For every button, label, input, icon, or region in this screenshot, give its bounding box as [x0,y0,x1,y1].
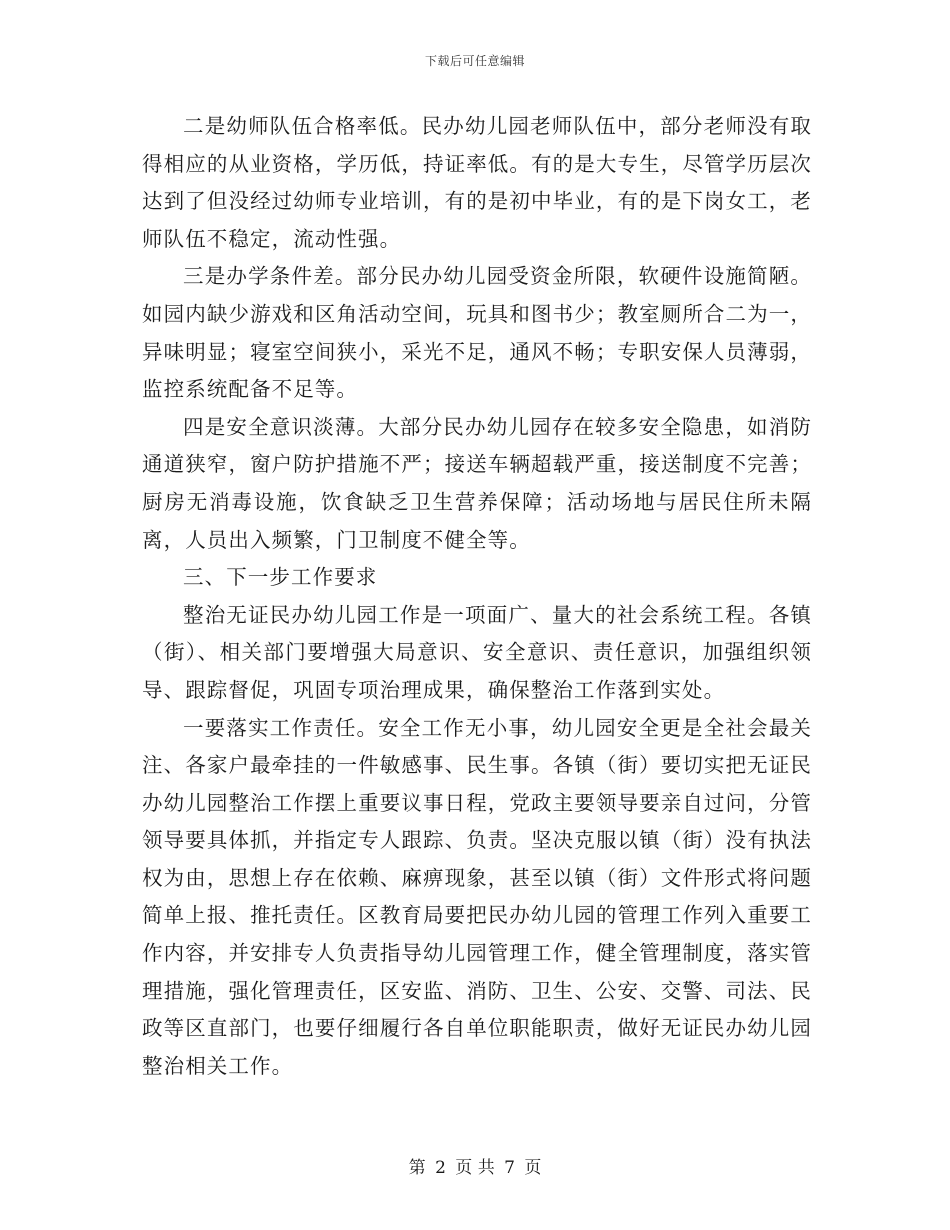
header-note: 下载后可任意编辑 [424,54,525,68]
footer-prefix: 第 [408,1158,426,1178]
current-page-number: 2 [435,1158,446,1178]
page-footer [0,1153,950,1178]
total-pages-number: 7 [504,1158,515,1178]
paragraph-teacher-qualification: 二是幼师队伍合格率低。民办幼儿园老师队伍中，部分老师没有取得相应的从业资格，学历低，持证率低。有的是大专生，尽管学历层次达到了但没经过幼师专业培训，有的是初中毕业，有的是下岗女工，老师队伍不稳定，流动性强。 [142,114,812,251]
paragraph-implement-responsibility: 一要落实工作责任。安全工作无小事，幼儿园安全更是全社会最关注、各家户最牵挂的一件敏感事、民生事。各镇（街）要切实把无证民办幼儿园整治工作摆上重要议事日程，党政主要领导要亲自过问，分管领导要具体抓，并指定专人跟踪、负责。坚决克服以镇（街）没有执法权为由，思想上存在依赖、麻痹现象，甚至以镇（街）文件形式将问题简单上报、推托责任。区教育局要把民办幼儿园的管理工作列入重要工作内容，并安排专人负责指导幼儿园管理工作，健全管理制度，落实管理措施，强化管理责任，区安监、消防、卫生、公安、交警、司法、民政等区直部门，也要仔细履行各自单位职能职责，做好无证民办幼儿园整治相关工作。 [142,715,812,1078]
document-body [142,108,812,1085]
footer-suffix: 页 [524,1158,542,1178]
paragraph-rectification-overview: 整治无证民办幼儿园工作是一项面广、量大的社会系统工程。各镇（街）、相关部门要增强大局意识、安全意识、责任意识，加强组织领导、跟踪督促，巩固专项治理成果，确保整治工作落到实处。 [142,602,812,702]
section-heading-next-steps: 三、下一步工作要求 [183,565,378,590]
footer-mid: 页 共 [455,1158,495,1178]
paragraph-safety-awareness: 四是安全意识淡薄。大部分民办幼儿园存在较多安全隐患，如消防通道狭窄，窗户防护措施不严；接送车辆超载严重，接送制度不完善；厨房无消毒设施，饮食缺乏卫生营养保障；活动场地与居民住所未隔离，人员出入频繁，门卫制度不健全等。 [142,414,812,552]
paragraph-school-conditions: 三是办学条件差。部分民办幼儿园受资金所限，软硬件设施简陋。如园内缺少游戏和区角活动空间，玩具和图书少；教室厕所合二为一，异味明显；寝室空间狭小，采光不足，通风不畅；专职安保人员薄弱，监控系统配备不足等。 [142,264,812,402]
